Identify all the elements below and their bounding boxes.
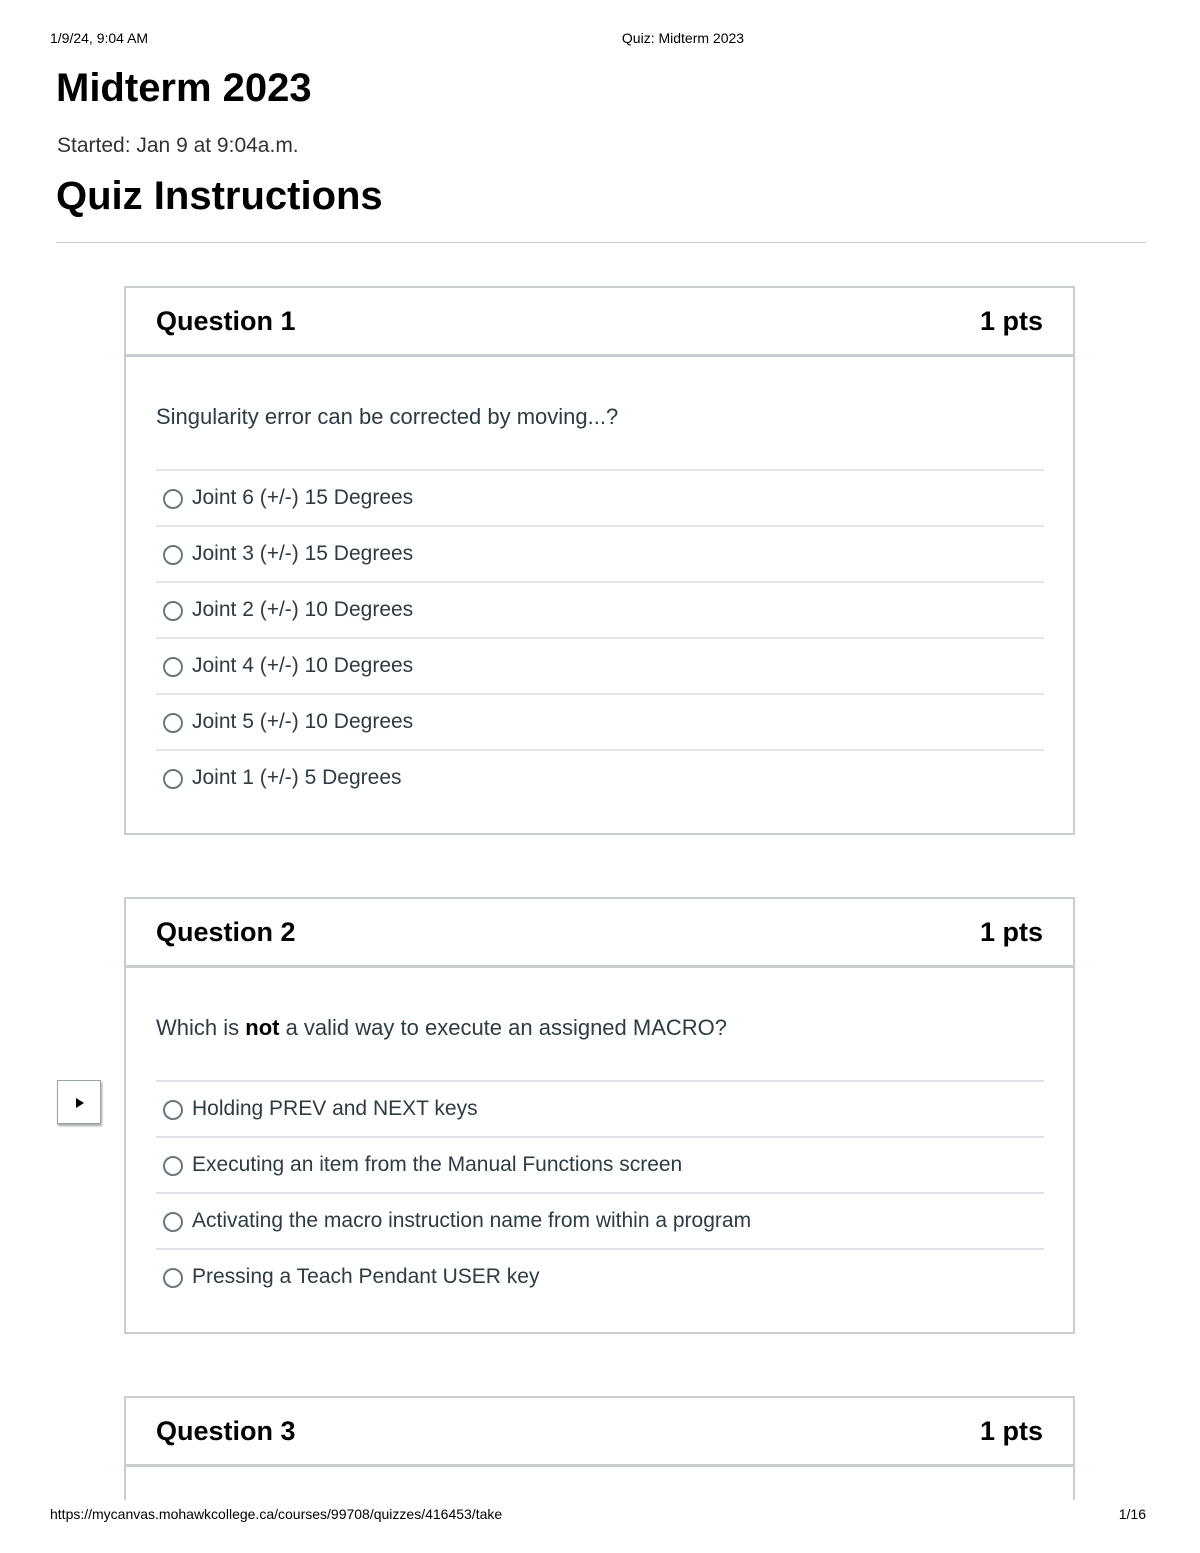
- question-2: [124, 897, 1075, 1334]
- radio-button[interactable]: [163, 1212, 183, 1232]
- answer-option[interactable]: [156, 1082, 1044, 1138]
- page-title: Midterm 2023: [56, 66, 312, 110]
- question-points: 1 pts: [979, 1416, 1043, 1446]
- radio-button[interactable]: [163, 769, 183, 789]
- question-body: [126, 968, 1073, 1304]
- quiz-instructions-heading: Quiz Instructions: [56, 174, 383, 218]
- question-text-emphasis: not: [245, 1015, 280, 1040]
- answer-label[interactable]: Activating the macro instruction name from within a program: [192, 1209, 752, 1232]
- answer-label[interactable]: Joint 3 (+/-) 15 Degrees: [192, 542, 414, 565]
- answer-label[interactable]: Joint 6 (+/-) 15 Degrees: [192, 486, 414, 509]
- question-body: [126, 357, 1073, 805]
- question-header: [126, 288, 1073, 357]
- radio-button[interactable]: [163, 601, 183, 621]
- print-title: Quiz: Midterm 2023: [621, 30, 745, 46]
- radio-button[interactable]: [163, 1268, 183, 1288]
- radio-button[interactable]: [163, 1156, 183, 1176]
- question-3: [124, 1396, 1075, 1500]
- question-text-part: Which is: [156, 1015, 246, 1040]
- answer-label[interactable]: Executing an item from the Manual Functions screen: [192, 1153, 683, 1176]
- print-page-number: 1/16: [1118, 1506, 1146, 1522]
- quiz-started-time: Started: Jan 9 at 9:04a.m.: [57, 134, 299, 157]
- answer-label[interactable]: Joint 2 (+/-) 10 Degrees: [192, 598, 414, 621]
- answer-label[interactable]: Joint 5 (+/-) 10 Degrees: [192, 710, 414, 733]
- flag-question-button[interactable]: [57, 1080, 101, 1124]
- answer-option[interactable]: [156, 695, 1044, 751]
- question-title: Question 1: [156, 306, 296, 336]
- question-text: Singularity error can be corrected by moving...?: [156, 404, 619, 429]
- print-header: [0, 30, 1200, 48]
- answer-label[interactable]: Joint 1 (+/-) 5 Degrees: [192, 766, 402, 789]
- answer-option[interactable]: [156, 751, 1044, 805]
- answer-option[interactable]: [156, 1250, 1044, 1304]
- question-header: [126, 899, 1073, 968]
- question-1: [124, 286, 1075, 835]
- answer-list: [156, 469, 1044, 805]
- play-triangle-icon: [76, 1098, 84, 1108]
- print-url: https://mycanvas.mohawkcollege.ca/courses/99708/quizzes/416453/take: [50, 1506, 503, 1522]
- radio-button[interactable]: [163, 713, 183, 733]
- answer-option[interactable]: [156, 1194, 1044, 1250]
- section-divider: [56, 242, 1146, 243]
- radio-button[interactable]: [163, 489, 183, 509]
- answer-option[interactable]: [156, 527, 1044, 583]
- answer-label[interactable]: Holding PREV and NEXT keys: [192, 1097, 478, 1120]
- question-points: 1 pts: [979, 917, 1043, 947]
- question-header: [126, 1398, 1073, 1467]
- answer-option[interactable]: [156, 639, 1044, 695]
- answer-list: [156, 1080, 1044, 1304]
- answer-option[interactable]: [156, 471, 1044, 527]
- radio-button[interactable]: [163, 1100, 183, 1120]
- answer-option[interactable]: [156, 583, 1044, 639]
- answer-option[interactable]: [156, 1138, 1044, 1194]
- question-title: Question 2: [156, 917, 296, 947]
- print-datetime: 1/9/24, 9:04 AM: [50, 30, 149, 46]
- answer-label[interactable]: Pressing a Teach Pendant USER key: [192, 1265, 540, 1288]
- answer-label[interactable]: Joint 4 (+/-) 10 Degrees: [192, 654, 414, 677]
- question-text: [156, 968, 1044, 1080]
- radio-button[interactable]: [163, 545, 183, 565]
- print-footer: [0, 1506, 1200, 1524]
- radio-button[interactable]: [163, 657, 183, 677]
- question-text-part: a valid way to execute an assigned MACRO?: [279, 1015, 728, 1040]
- question-title: Question 3: [156, 1416, 296, 1446]
- question-points: 1 pts: [979, 306, 1043, 336]
